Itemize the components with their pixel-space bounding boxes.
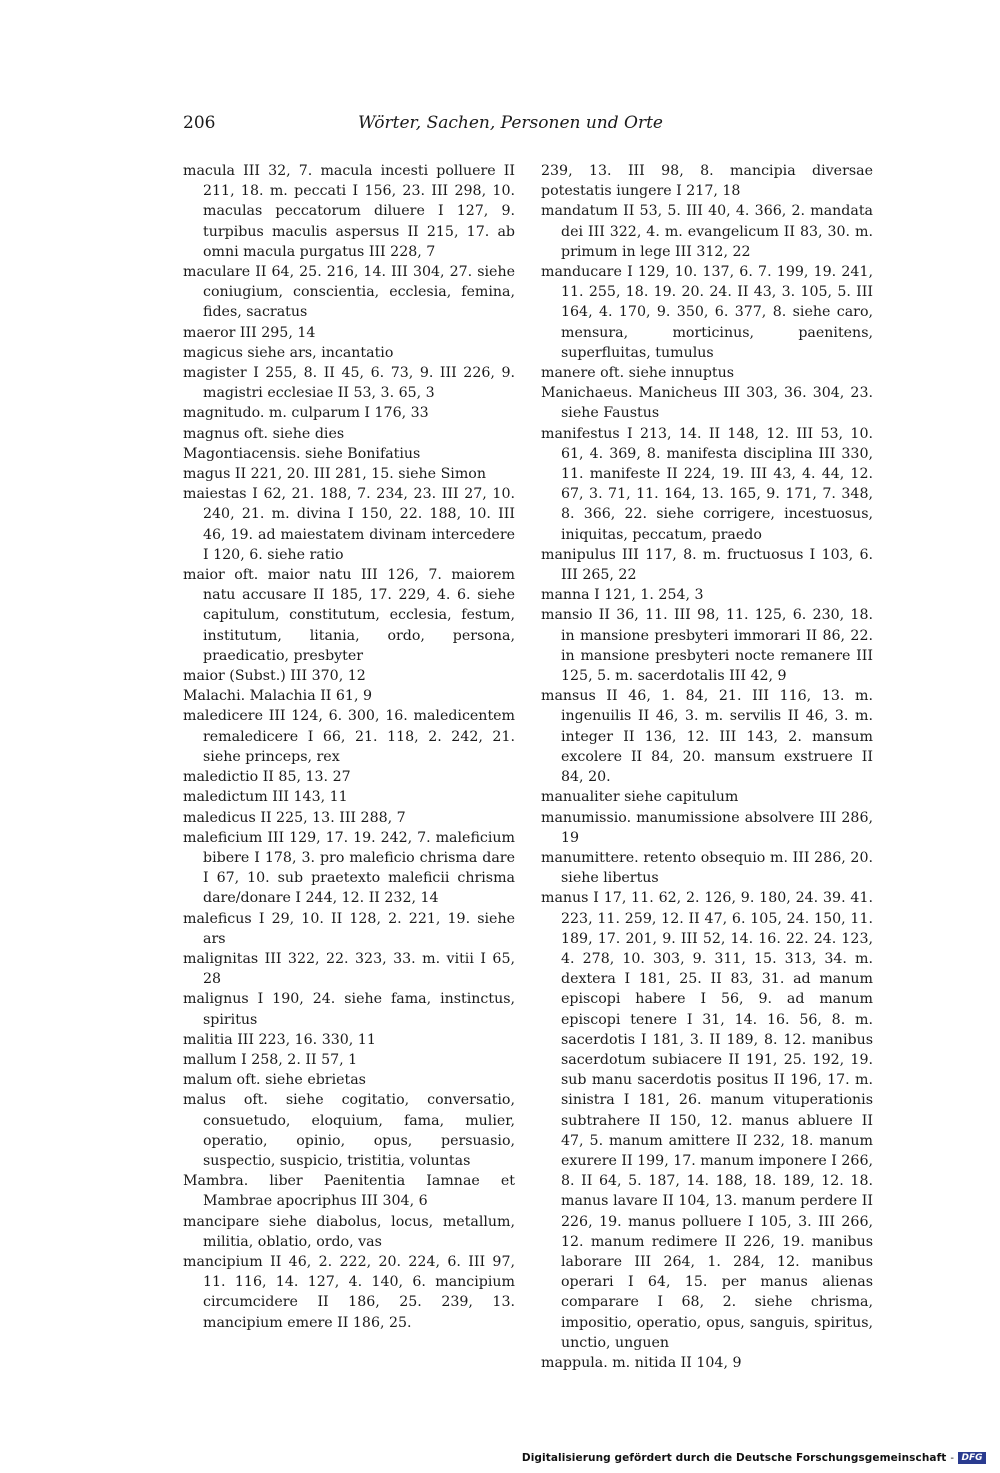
dfg-logo-icon: DFG [958,1452,986,1464]
index-entry: malignus I 190, 24. siehe fama, instinctus, spiritus [183,991,515,1028]
index-column-right [541,161,873,1373]
index-entry: maledictum III 143, 11 [183,789,348,806]
index-entry: Malachi. Malachia II 61, 9 [183,688,373,705]
index-entry: manifestus I 213, 14. II 148, 12. III 53, 10. 61, 4. 369, 8. manifesta disciplina III 330, 11. manifeste II 224, 19. III 43, 4. 44, 12. 67, 3. 71, 11. 164, 13. 165, 9. 171, 7. 348, 8. 366, 22. siehe corrigere, incestuosus, iniquitas, peccatum, praedo [541,425,873,543]
running-title: Wörter, Sachen, Personen und Orte [357,113,663,133]
index-entry: maeror III 295, 14 [183,324,316,341]
index-entry: maior oft. maior natu III 126, 7. maiorem natu accusare II 185, 17. 229, 4. 6. siehe capitulum, constitutum, ecclesia, festum, institutum, litania, ordo, persona, praedicatio, presbyter [183,567,515,664]
index-entry: maior (Subst.) III 370, 12 [183,668,366,685]
index-entry: mancipare siehe diabolus, locus, metallum, militia, oblatio, ordo, vas [183,1213,515,1250]
index-entry: magicus siehe ars, incantatio [183,344,394,361]
index-entry: maiestas I 62, 21. 188, 7. 234, 23. III 27, 10. 240, 21. m. divina I 150, 22. 188, 10. III 46, 19. ad maiestatem divinam intercedere I 120, 6. siehe ratio [183,486,515,563]
funding-note: Digitalisierung gefördert durch die Deutsche Forschungsgemeinschaft [521,1452,947,1464]
index-entry: malum oft. siehe ebrietas [183,1072,366,1089]
index-entry: Mambra. liber Paenitentia Iamnae et Mambrae apocriphus III 304, 6 [183,1173,515,1210]
index-entry: magister I 255, 8. II 45, 6. 73, 9. III 226, 9. magistri ecclesiae II 53, 3. 65, 3 [183,365,515,402]
index-entry: manus I 17, 11. 62, 2. 126, 9. 180, 24. 39. 41. 223, 11. 259, 12. II 47, 6. 105, 24. 150, 11. 189, 17. 201, 9. III 52, 14. 16. 22. 24. 123, 4. 278, 10. 303, 9. 311, 15. 313, 34. m. dextera I 181, 25. II 83, 31. ad manum episcopi habere I 56, 9. ad manum episcopi tenere I 31, 14. 16. 56, 8. m. sacerdotis I 181, 3. II 189, 8. 12. manibus sacerdotum subiacere II 191, 25. 192, 19. sub manu sacerdotis positus II 196, 17. m. sinistra I 181, 26. manum vituperationis subtrahere II 150, 12. manus abluere II 47, 5. manum amittere II 232, 18. manum exurere II 199, 17. manum imponere I 266, 8. II 64, 5. 187, 14. 188, 18. 189, 12. 18. manus lavare II 104, 13. manum perdere II 226, 19. manus polluere I 105, 3. III 266, 12. manum redimere II 226, 19. manibus laborare III 264, 1. 284, 12. manibus operari I 64, 15. per manus alienas comparare I 68, 2. siehe chrisma, impositio, operatio, opus, sanguis, spiritus, unctio, unguen [541,890,873,1351]
index-entry: macula III 32, 7. macula incesti polluere II 211, 18. m. peccati I 156, 23. III 298, 10. maculas peccatorum diluere I 127, 9. turpibus maculis aspersus II 215, 17. ab omni macula purgatus III 228, 7 [183,163,515,260]
index-entry: maculare II 64, 25. 216, 14. III 304, 27. siehe coniugium, conscientia, ecclesia, femina, fides, sacratus [183,264,515,321]
index-entry: maleficus I 29, 10. II 128, 2. 221, 19. siehe ars [183,910,515,947]
index-entry: maledictio II 85, 13. 27 [183,769,351,786]
index-entry: manualiter siehe capitulum [541,789,739,806]
footer-separator: - [950,1452,954,1464]
index-entry: magus II 221, 20. III 281, 15. siehe Simon [183,466,486,483]
index-entry: mappula. m. nitida II 104, 9 [541,1354,742,1371]
index-column-left [183,161,515,1333]
index-entry: mallum I 258, 2. II 57, 1 [183,1051,358,1068]
page-number: 206 [183,113,216,133]
index-entry: manumittere. retento obsequio m. III 286, 20. siehe libertus [541,849,873,887]
index-entry: manere oft. siehe innuptus [541,365,735,382]
index-entry: malignitas III 322, 22. 323, 33. m. vitii I 65, 28 [183,950,515,988]
index-entry: maleficium III 129, 17. 19. 242, 7. maleficium bibere I 178, 3. pro maleficio chrisma dare I 67, 10. sub praetexto maleficii chrisma dare/donare I 244, 12. II 232, 14 [183,829,515,907]
index-entry: manumissio. manumissione absolvere III 286, 19 [541,809,873,846]
index-entry: Magontiacensis. siehe Bonifatius [183,445,421,462]
index-entry: mansus II 46, 1. 84, 21. III 116, 13. m. ingenuilis II 46, 3. m. servilis II 46, 3. m. integer II 136, 12. III 143, 2. mansum excolere II 84, 20. mansum exstruere II 84, 20. [541,688,873,786]
index-entry: maledicus II 225, 13. III 288, 7 [183,809,406,826]
index-entry: malus oft. siehe cogitatio, conversatio, consuetudo, eloquium, fama, mulier, operatio, opinio, opus, persuasio, suspectio, suspicio, tristitia, voluntas [183,1092,515,1169]
index-entry: mancipium II 46, 2. 222, 20. 224, 6. III 97, 11. 116, 14. 127, 4. 140, 6. mancipium circumcidere II 186, 25. 239, 13. mancipium emere II 186, 25. [183,1253,515,1331]
index-entry-continued: 239, 13. III 98, 8. mancipia diversae potestatis iungere I 217, 18 [541,163,873,200]
page-header [183,113,663,143]
index-entry: mansio II 36, 11. III 98, 11. 125, 6. 230, 18. in mansione presbyteri immorari II 86, 22. in mansione presbyteri nocte remanere III 125, 5. m. sacerdotalis III 42, 9 [541,607,873,685]
index-entry: Manichaeus. Manicheus III 303, 36. 304, 23. siehe Faustus [541,385,873,422]
index-entry: manducare I 129, 10. 137, 6. 7. 199, 19. 241, 11. 255, 18. 19. 20. 24. II 43, 3. 105, 5. III 164, 4. 170, 9. 350, 6. 377, 8. siehe caro, mensura, morticinus, paenitens, superfluitas, tumulus [541,264,873,361]
index-entry: maledicere III 124, 6. 300, 16. maledicentem remaledicere I 66, 21. 118, 2. 242, 21. siehe princeps, rex [183,708,515,765]
digitization-footer [522,1452,986,1464]
index-entry: magnus oft. siehe dies [183,425,345,442]
index-entry: mandatum II 53, 5. III 40, 4. 366, 2. mandata dei III 322, 4. m. evangelicum II 83, 30. m. primum in lege III 312, 22 [541,203,873,260]
index-entry: manipulus III 117, 8. m. fructuosus I 103, 6. III 265, 22 [541,546,873,584]
index-entry: manna I 121, 1. 254, 3 [541,587,704,604]
index-entry: magnitudo. m. culparum I 176, 33 [183,405,429,422]
index-entry: malitia III 223, 16. 330, 11 [183,1031,376,1048]
